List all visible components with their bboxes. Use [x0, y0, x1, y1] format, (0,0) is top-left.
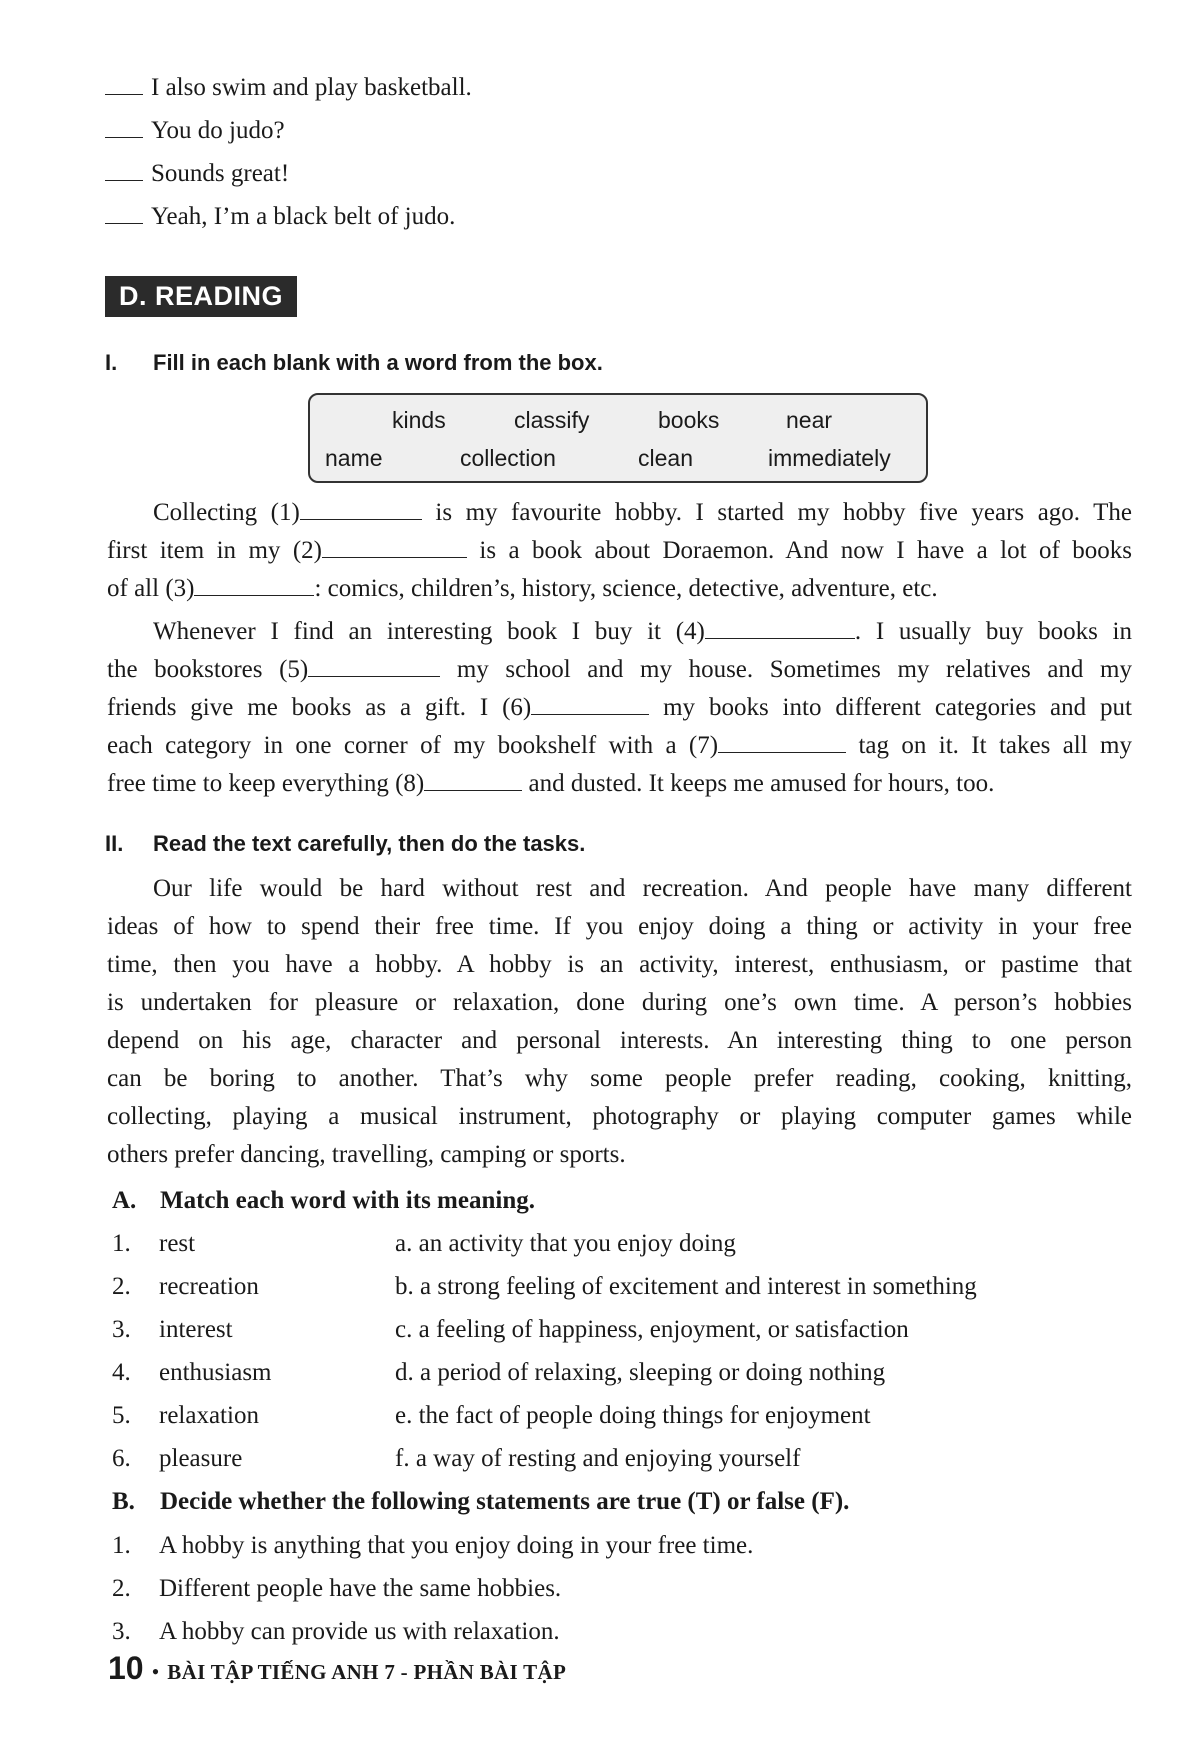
passage-line: others prefer dancing, travelling, camping or sports. — [107, 1141, 626, 1168]
paragraph-line: Whenever I find an interesting book I buy it (4) . I usually buy books in — [153, 618, 1132, 645]
dialog-line: I also swim and play basketball. — [105, 74, 472, 102]
fill-blank-2[interactable] — [322, 556, 467, 558]
paragraph-line: of all (3) : comics, children’s, history, science, detective, adventure, etc. — [107, 575, 938, 602]
fill-blank-4[interactable] — [705, 637, 855, 639]
paragraph-line: the bookstores (5) my school and my house. Sometimes my relatives and my — [107, 656, 1132, 683]
paragraph-line: free time to keep everything (8) and dusted. It keeps me amused for hours, too. — [107, 770, 995, 797]
fill-blank-1[interactable] — [300, 518, 422, 520]
answer-blank[interactable] — [105, 94, 143, 95]
fill-blank-7[interactable] — [718, 751, 846, 753]
task-title: II. Read the text carefully, then do the tasks. — [105, 831, 586, 856]
word-box-item: immediately — [768, 445, 891, 471]
passage-line: time, then you have a hobby. A hobby is an activity, interest, enthusiasm, or pastime that — [107, 951, 1132, 978]
dialog-line: You do judo? — [105, 117, 285, 145]
word-box — [308, 393, 928, 483]
word-box-item: clean — [638, 445, 693, 471]
passage-line: can be boring to another. That’s why some people prefer reading, cooking, knitting, — [107, 1065, 1132, 1092]
true-false-item: 1. A hobby is anything that you enjoy doing in your free time. — [112, 1532, 754, 1559]
passage-line: Our life would be hard without rest and recreation. And people have many different — [153, 875, 1132, 902]
true-false-item: 2. Different people have the same hobbies. — [112, 1575, 562, 1602]
fill-blank-5[interactable] — [308, 675, 440, 677]
match-item: 5. relaxation e. the fact of people doing things for enjoyment — [112, 1402, 871, 1429]
passage-line: ideas of how to spend their free time. If you enjoy doing a thing or activity in your free — [107, 913, 1132, 940]
true-false-item: 3. A hobby can provide us with relaxation. — [112, 1618, 560, 1645]
match-item: 2. recreation b. a strong feeling of excitement and interest in something — [112, 1273, 977, 1300]
word-box-item: classify — [514, 407, 590, 433]
section-header: D. READING — [105, 276, 297, 317]
fill-in-paragraph — [107, 613, 1132, 803]
page-number: 10 — [108, 1650, 144, 1686]
answer-blank[interactable] — [105, 223, 143, 224]
paragraph-line: first item in my (2) is a book about Doraemon. And now I have a lot of books — [107, 537, 1132, 564]
passage-line: collecting, playing a musical instrument, photography or playing computer games while — [107, 1103, 1132, 1130]
reading-passage — [107, 870, 1132, 1174]
fill-in-paragraph — [107, 494, 1132, 608]
match-item: 4. enthusiasm d. a period of relaxing, sleeping or doing nothing — [112, 1359, 886, 1386]
task-title: I. Fill in each blank with a word from the box. — [105, 350, 603, 375]
fill-blank-8[interactable] — [424, 789, 522, 791]
part-a-title: A. Match each word with its meaning. — [112, 1187, 535, 1214]
word-box-item: collection — [460, 445, 556, 471]
word-box-item: near — [786, 407, 833, 433]
page-footer — [108, 1650, 566, 1687]
fill-blank-6[interactable] — [531, 713, 649, 715]
footer-bullet: • — [151, 1659, 160, 1684]
word-box-item: books — [658, 407, 720, 433]
match-item: 1. rest a. an activity that you enjoy doing — [112, 1230, 736, 1257]
fill-blank-3[interactable] — [194, 594, 314, 596]
part-b-title: B. Decide whether the following statements are true (T) or false (F). — [112, 1488, 850, 1515]
match-item: 6. pleasure f. a way of resting and enjoying yourself — [112, 1445, 801, 1472]
answer-blank[interactable] — [105, 137, 143, 138]
word-box-item: name — [325, 445, 383, 471]
paragraph-line: each category in one corner of my bookshelf with a (7) tag on it. It takes all my — [107, 732, 1132, 759]
paragraph-line: Collecting (1) is my favourite hobby. I started my hobby five years ago. The — [153, 499, 1132, 526]
word-box-item: kinds — [392, 407, 446, 433]
answer-blank[interactable] — [105, 180, 143, 181]
dialog-line: Yeah, I’m a black belt of judo. — [105, 203, 455, 231]
passage-line: is undertaken for pleasure or relaxation, done during one’s own time. A person’s hobbies — [107, 989, 1132, 1016]
dialog-line: Sounds great! — [105, 160, 289, 188]
book-title: BÀI TẬP TIẾNG ANH 7 - PHẦN BÀI TẬP — [167, 1660, 567, 1684]
passage-line: depend on his age, character and personal interests. An interesting thing to one person — [107, 1027, 1132, 1054]
match-item: 3. interest c. a feeling of happiness, enjoyment, or satisfaction — [112, 1316, 909, 1343]
paragraph-line: friends give me books as a gift. I (6) my books into different categories and put — [107, 694, 1132, 721]
